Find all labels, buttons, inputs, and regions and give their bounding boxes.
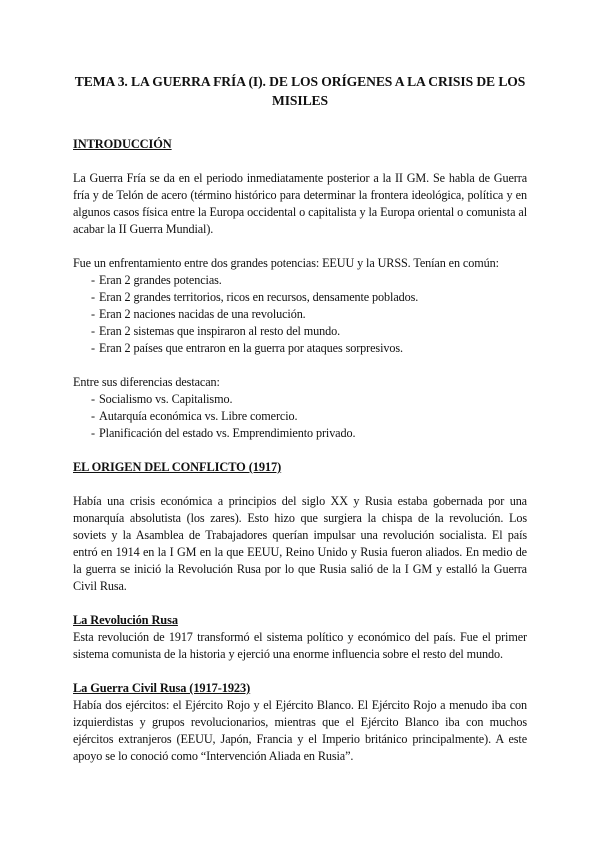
intro-heading: INTRODUCCIÓN	[73, 137, 172, 151]
origin-paragraph: Había una crisis económica a principios del siglo XX y Rusia estaba gobernada por una monarquía absolutista (los zares). Esto hizo que surgiera la chispa de la revolución. Los soviets y la Asamblea de Trabajadores querían impulsar una revolución socialista. El país entró en 1914 en la I GM en la que EEUU, Reino Unido y Rusia fueron aliados. En medio de la guerra se inició la Revolución Rusa por lo que Rusia salió de la I GM y estalló la Guerra Civil Rusa.	[73, 494, 527, 593]
list-item: - Autarquía económica vs. Libre comercio.	[73, 408, 527, 425]
civil-war-heading: La Guerra Civil Rusa (1917-1923)	[73, 681, 251, 695]
list-item: - Eran 2 países que entraron en la guerra por ataques sorpresivos.	[73, 340, 527, 357]
common-traits-list	[73, 272, 527, 357]
revolution-heading: La Revolución Rusa	[73, 613, 178, 627]
list-item: - Eran 2 naciones nacidas de una revolución.	[73, 306, 527, 323]
intro-paragraph-1: La Guerra Fría se da en el periodo inmediatamente posterior a la II GM. Se habla de Guerra fría y de Telón de acero (término histórico para determinar la frontera ideológica, política y en algunos casos física entre la Europa occidental o capitalista y la Europa oriental o comunista al acabar la II Guerra Mundial).	[73, 171, 527, 236]
list-item: - Eran 2 grandes territorios, ricos en recursos, densamente poblados.	[73, 289, 527, 306]
list-item: - Eran 2 grandes potencias.	[73, 272, 527, 289]
list-item: - Planificación del estado vs. Emprendimiento privado.	[73, 425, 527, 442]
list-item: - Eran 2 sistemas que inspiraron al resto del mundo.	[73, 323, 527, 340]
document-title: TEMA 3. LA GUERRA FRÍA (I). DE LOS ORÍGENES A LA CRISIS DE LOS MISILES	[74, 74, 526, 108]
intro-paragraph-3: Entre sus diferencias destacan:	[73, 375, 220, 389]
revolution-paragraph: Esta revolución de 1917 transformó el sistema político y económico del país. Fue el primer sistema comunista de la historia y ejerció una enorme influencia sobre el resto del mundo.	[73, 630, 527, 661]
intro-paragraph-2: Fue un enfrentamiento entre dos grandes potencias: EEUU y la URSS. Tenían en común:	[73, 256, 499, 270]
origin-heading: EL ORIGEN DEL CONFLICTO (1917)	[73, 460, 282, 474]
civil-war-paragraph: Había dos ejércitos: el Ejército Rojo y el Ejército Blanco. El Ejército Rojo a menudo iba con izquierdistas y grupos revolucionarios, mientras que el Ejército Blanco iba con muchos ejércitos extranjeros (EEUU, Japón, Francia y el Imperio británico principalmente). A este apoyo se lo conoció como “Intervención Aliada en Rusia”.	[73, 698, 527, 763]
differences-list	[73, 391, 527, 442]
list-item: - Socialismo vs. Capitalismo.	[73, 391, 527, 408]
